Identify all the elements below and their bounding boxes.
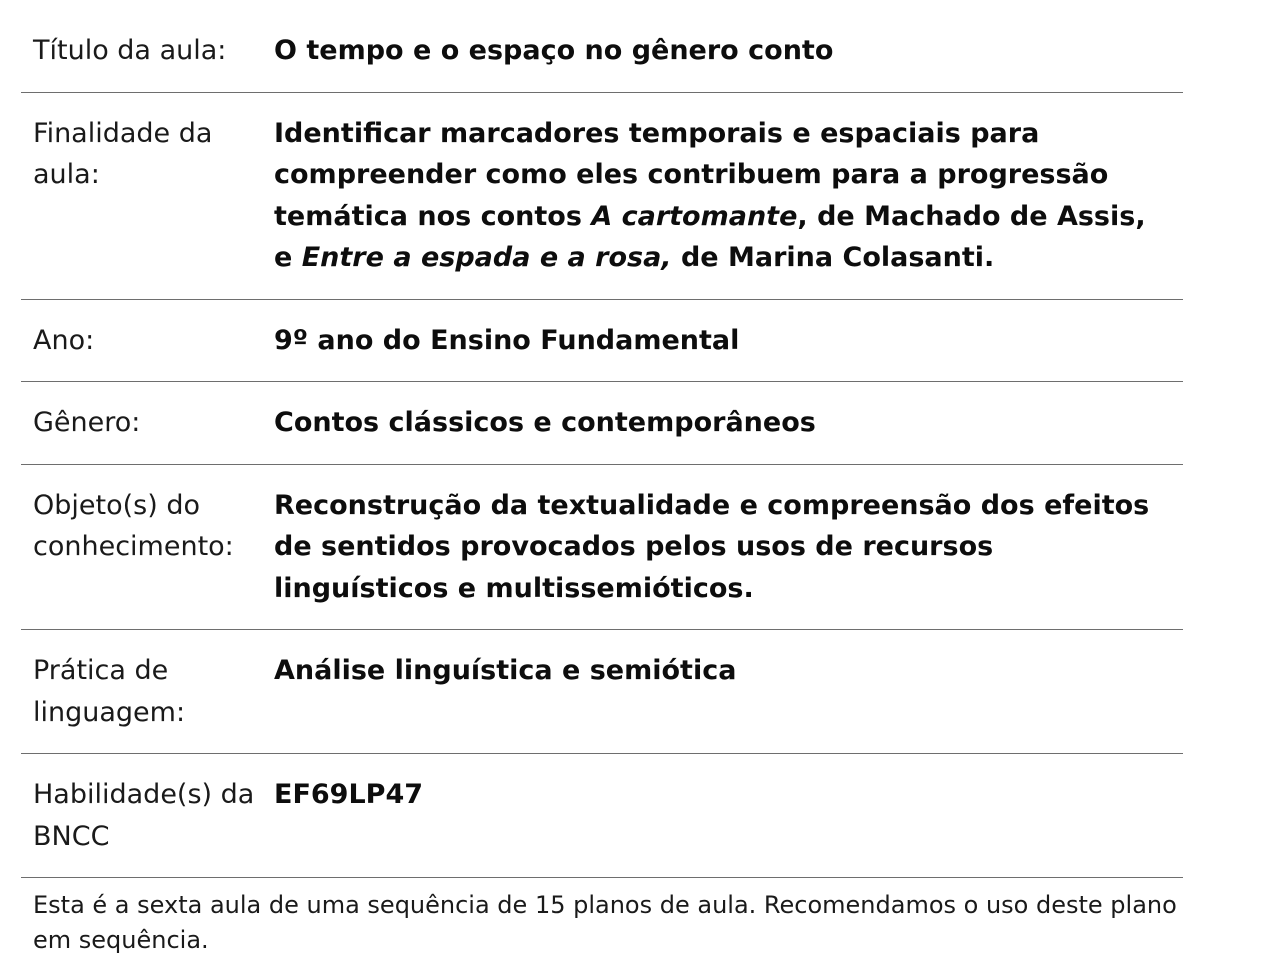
row-genre [21, 382, 1183, 465]
row-language-practice [21, 630, 1183, 754]
story-title-entre-a-espada-e-a-rosa: Entre a espada e a rosa, [301, 242, 672, 273]
row-knowledge-objects [21, 464, 1183, 630]
sequence-note: Esta é a sexta aula de uma sequência de 15 planos de aula. Recomendamos o uso deste plano em sequência. [33, 891, 1177, 954]
lesson-title-value: O tempo e o espaço no gênero conto [274, 35, 834, 66]
bncc-skills-value: EF69LP47 [274, 779, 424, 810]
lesson-purpose-value [274, 92, 1183, 299]
purpose-text-part-1: Identificar marcadores temporais e espaciais para compreender como eles contribuem para a progressão temática nos contos [274, 117, 1109, 232]
knowledge-objects-value: Reconstrução da textualidade e compreensão dos efeitos de sentidos provocados pelos usos de recursos linguísticos e multissemióticos. [274, 489, 1150, 604]
lesson-purpose-label: Finalidade da aula: [33, 117, 213, 190]
row-lesson-title [21, 10, 1183, 92]
row-lesson-purpose [21, 92, 1183, 299]
purpose-text-part-2: , de Machado de Assis, e [274, 200, 1146, 273]
school-year-value: 9º ano do Ensino Fundamental [274, 324, 740, 356]
row-bncc-skills [21, 754, 1183, 878]
knowledge-objects-label: Objeto(s) do conhecimento: [33, 489, 234, 562]
story-title-a-cartomante: A cartomante [591, 200, 798, 232]
lesson-plan-table [21, 10, 1183, 878]
language-practice-label: Prática de linguagem: [33, 655, 186, 728]
genre-label: Gênero: [33, 407, 141, 438]
bncc-skills-label: Habilidade(s) da BNCC [33, 779, 255, 852]
row-school-year [21, 299, 1183, 382]
genre-value: Contos clássicos e contemporâneos [274, 407, 816, 438]
language-practice-value: Análise linguística e semiótica [274, 655, 737, 686]
school-year-label: Ano: [33, 324, 95, 356]
lesson-plan-sheet [21, 10, 1183, 958]
lesson-title-label: Título da aula: [33, 35, 227, 66]
purpose-text-part-3: de Marina Colasanti. [671, 242, 995, 273]
